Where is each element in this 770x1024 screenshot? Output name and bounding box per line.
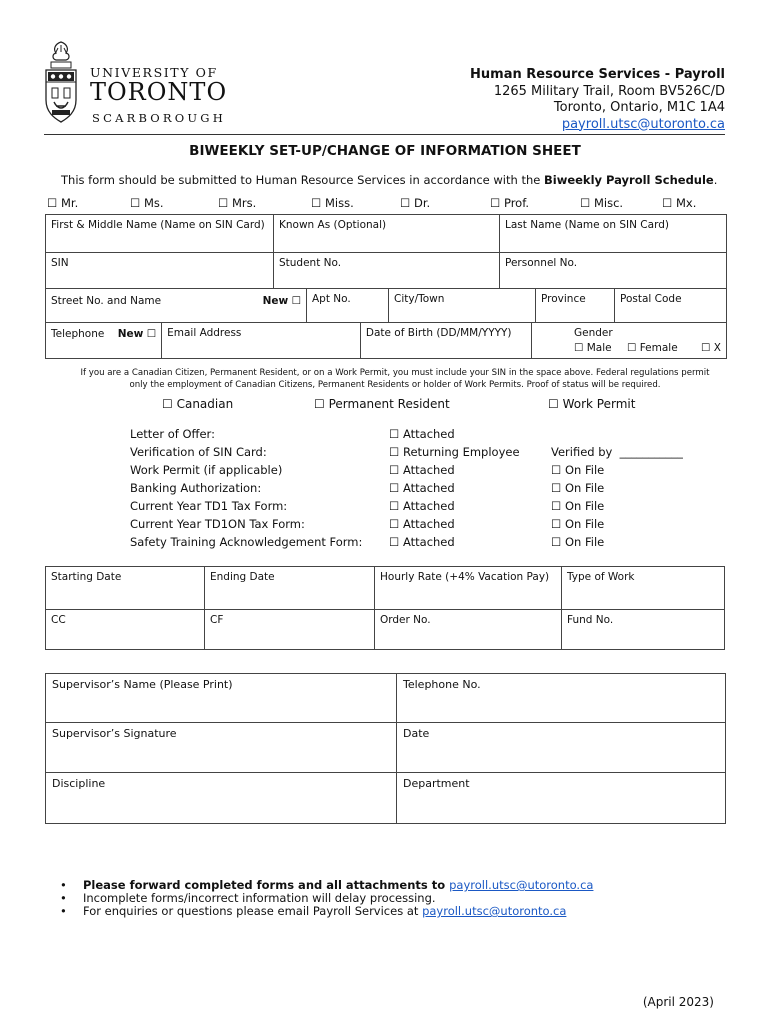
checkbox-miss[interactable]: ☐ Miss. bbox=[311, 196, 354, 210]
office-address-block bbox=[470, 67, 725, 133]
known-as-field[interactable]: Known As (Optional) bbox=[274, 215, 500, 253]
status-permanent-resident-checkbox[interactable]: ☐ Permanent Resident bbox=[314, 397, 450, 411]
supervisor-telephone-field[interactable]: Telephone No. bbox=[397, 674, 726, 723]
street-field[interactable]: Street No. and Name New ☐ bbox=[46, 289, 307, 323]
email-field[interactable]: Email Address bbox=[162, 323, 361, 359]
address-line1: 1265 Military Trail, Room BV526C/D bbox=[493, 83, 725, 99]
fund-no-field[interactable]: Fund No. bbox=[562, 610, 725, 650]
telephone-new-label: New bbox=[117, 328, 144, 340]
gender-x-checkbox[interactable]: ☐ X bbox=[701, 342, 721, 354]
department-field[interactable]: Department bbox=[397, 773, 726, 824]
footer-email-link[interactable]: payroll.utsc@utoronto.ca bbox=[449, 878, 594, 892]
gender-male-checkbox[interactable]: ☐ Male bbox=[573, 342, 612, 354]
list-item: • For enquiries or questions please email Payroll Services at payroll.utsc@utoronto.ca bbox=[60, 905, 593, 918]
attachment-returning-employee[interactable]: ☐ Returning Employee bbox=[389, 445, 520, 459]
attachment-label: Safety Training Acknowledgement Form: bbox=[130, 535, 363, 549]
personnel-no-field[interactable]: Personnel No. bbox=[500, 253, 727, 289]
checkbox-ms[interactable]: ☐ Ms. bbox=[130, 196, 164, 210]
cf-field[interactable]: CF bbox=[205, 610, 375, 650]
attachment-offer-attached[interactable]: ☐ Attached bbox=[389, 427, 455, 441]
postal-code-field[interactable]: Postal Code bbox=[615, 289, 727, 323]
status-work-permit-checkbox[interactable]: ☐ Work Permit bbox=[548, 397, 636, 411]
telephone-field[interactable]: Telephone New ☐ bbox=[46, 323, 162, 359]
gender-label: Gender bbox=[573, 327, 613, 339]
verified-by-field[interactable]: Verified by ___________ bbox=[551, 445, 683, 459]
form-title: BIWEEKLY SET-UP/CHANGE OF INFORMATION SHEET bbox=[189, 143, 581, 159]
employment-table bbox=[45, 566, 725, 650]
attachment-label: Banking Authorization: bbox=[130, 481, 262, 495]
form-version-date: (April 2023) bbox=[642, 995, 714, 1009]
attachment-label: Work Permit (if applicable) bbox=[130, 463, 283, 477]
checkbox-mr[interactable]: ☐ Mr. bbox=[47, 196, 79, 210]
logo-toronto: TORONTO bbox=[90, 78, 228, 106]
checkbox-mrs[interactable]: ☐ Mrs. bbox=[218, 196, 257, 210]
checkbox-mx[interactable]: ☐ Mx. bbox=[662, 196, 697, 210]
hourly-rate-field[interactable]: Hourly Rate (+4% Vacation Pay) bbox=[375, 567, 562, 610]
supervisor-signature-field[interactable]: Supervisor’s Signature bbox=[46, 723, 397, 773]
province-field[interactable]: Province bbox=[536, 289, 615, 323]
contact-table bbox=[45, 322, 727, 359]
telephone-new-checkbox[interactable]: ☐ bbox=[146, 328, 157, 340]
header-divider bbox=[44, 134, 725, 135]
office-name: Human Resource Services - Payroll bbox=[470, 67, 725, 82]
first-middle-name-field[interactable]: First & Middle Name (Name on SIN Card) bbox=[46, 215, 274, 253]
apt-field[interactable]: Apt No. bbox=[307, 289, 389, 323]
checkbox-misc[interactable]: ☐ Misc. bbox=[580, 196, 624, 210]
footer-instructions bbox=[60, 879, 593, 918]
discipline-field[interactable]: Discipline bbox=[46, 773, 397, 824]
personal-info-table bbox=[45, 214, 727, 289]
address-line2: Toronto, Ontario, M1C 1A4 bbox=[553, 100, 725, 115]
university-crest-logo bbox=[44, 40, 78, 126]
cc-field[interactable]: CC bbox=[46, 610, 205, 650]
gender-female-checkbox[interactable]: ☐ Female bbox=[626, 342, 678, 354]
attachment-td1on-on-file[interactable]: ☐ On File bbox=[551, 517, 605, 531]
dob-field[interactable]: Date of Birth (DD/MM/YYYY) bbox=[360, 323, 531, 359]
attachment-work-permit-attached[interactable]: ☐ Attached bbox=[389, 463, 455, 477]
attachment-safety-on-file[interactable]: ☐ On File bbox=[551, 535, 605, 549]
attachment-safety-attached[interactable]: ☐ Attached bbox=[389, 535, 455, 549]
logo-university-of: UNIVERSITY OF bbox=[90, 65, 218, 80]
street-new-label: New bbox=[262, 295, 289, 307]
street-new-checkbox[interactable]: ☐ bbox=[291, 295, 301, 307]
attachment-label: Verification of SIN Card: bbox=[130, 445, 267, 459]
last-name-field[interactable]: Last Name (Name on SIN Card) bbox=[500, 215, 727, 253]
office-email-link[interactable]: payroll.utsc@utoronto.ca bbox=[561, 116, 725, 132]
starting-date-field[interactable]: Starting Date bbox=[46, 567, 205, 610]
order-no-field[interactable]: Order No. bbox=[375, 610, 562, 650]
address-table bbox=[45, 288, 727, 323]
intro-text: This form should be submitted to Human Resource Services in accordance with the Biweekly Payroll Schedule. bbox=[61, 173, 718, 187]
logo-scarborough: SCARBOROUGH bbox=[92, 111, 226, 125]
checkbox-dr[interactable]: ☐ Dr. bbox=[400, 196, 431, 210]
list-item: • Please forward completed forms and all attachments to payroll.utsc@utoronto.ca bbox=[60, 879, 593, 892]
supervisor-date-field[interactable]: Date bbox=[397, 723, 726, 773]
gender-field bbox=[531, 323, 726, 359]
attachment-label: Letter of Offer: bbox=[130, 427, 215, 441]
supervisor-name-field[interactable]: Supervisor’s Name (Please Print) bbox=[46, 674, 397, 723]
student-no-field[interactable]: Student No. bbox=[274, 253, 500, 289]
list-item: • Incomplete forms/incorrect information will delay processing. bbox=[60, 892, 593, 905]
sin-field[interactable]: SIN bbox=[46, 253, 274, 289]
attachment-banking-on-file[interactable]: ☐ On File bbox=[551, 481, 605, 495]
attachment-work-permit-on-file[interactable]: ☐ On File bbox=[551, 463, 605, 477]
footer-enquiry-email-link[interactable]: payroll.utsc@utoronto.ca bbox=[422, 904, 567, 918]
attachment-label: Current Year TD1ON Tax Form: bbox=[130, 517, 305, 531]
checkbox-prof[interactable]: ☐ Prof. bbox=[490, 196, 530, 210]
city-field[interactable]: City/Town bbox=[389, 289, 536, 323]
sin-note: If you are a Canadian Citizen, Permanent Resident, or on a Work Permit, you must include your SIN in the space above. Federal regulations permit only the employment of Canadian Citizens, Permanent Residents or holder of Work Permits. Proof of status will be required. bbox=[80, 368, 710, 390]
attachment-td1-on-file[interactable]: ☐ On File bbox=[551, 499, 605, 513]
status-canadian-checkbox[interactable]: ☐ Canadian bbox=[162, 397, 234, 411]
attachment-td1-attached[interactable]: ☐ Attached bbox=[389, 499, 455, 513]
schedule-name: Biweekly Payroll Schedule bbox=[543, 173, 714, 187]
supervisor-table bbox=[45, 673, 726, 824]
attachment-banking-attached[interactable]: ☐ Attached bbox=[389, 481, 455, 495]
attachment-label: Current Year TD1 Tax Form: bbox=[130, 499, 288, 513]
ending-date-field[interactable]: Ending Date bbox=[205, 567, 375, 610]
attachment-td1on-attached[interactable]: ☐ Attached bbox=[389, 517, 455, 531]
type-of-work-field[interactable]: Type of Work bbox=[562, 567, 725, 610]
